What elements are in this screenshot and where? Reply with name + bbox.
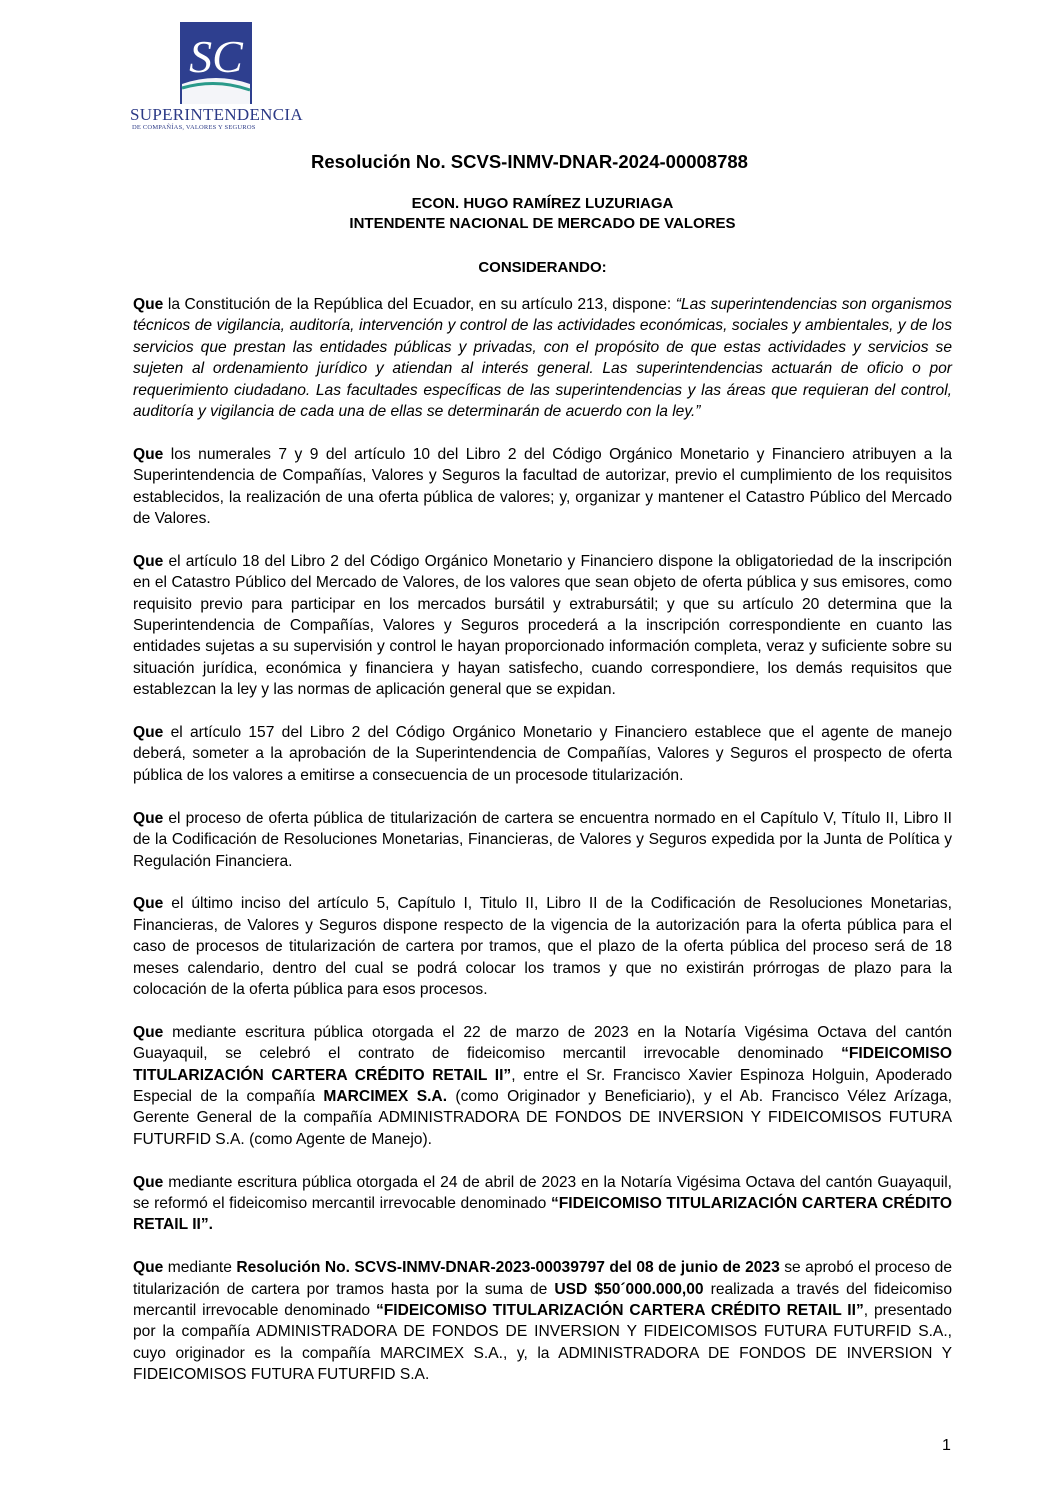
paragraph-5 <box>133 808 952 872</box>
logo-subtitle: DE COMPAÑÍAS, VALORES Y SEGUROS <box>132 124 256 131</box>
paragraph-text: , entre el Sr. Francisco Xavier Espinoza Holguin, Apoderado Especial de la compañía <box>133 1066 952 1105</box>
sc-monogram-icon <box>180 22 252 104</box>
que-label: Que <box>133 1173 164 1191</box>
company-name: MARCIMEX S.A. <box>323 1087 448 1105</box>
paragraph-7 <box>133 1022 952 1150</box>
paragraph-text: los numerales 7 y 9 del artículo 10 del Libro 2 del Código Orgánico Monetario y Financiero atribuyen a la Superintendencia de Compañías, Valores y Seguros la facultad de autorizar, previo el cumplimiento de los requisitos establecidos, la realización de una oferta pública de valores; y, organizar y mantener el Catastro Público del Mercado de Valores. <box>133 445 952 528</box>
que-label: Que <box>133 552 164 570</box>
paragraph-text: se aprobó el proceso de titularización de cartera por tramos hasta por la suma de <box>133 1259 952 1298</box>
paragraph-text: el artículo 18 del Libro 2 del Código Orgánico Monetario y Financiero dispone la obligatoriedad de la inscripción en el Catastro Público del Mercado de Valores, de los valores que sean objeto de oferta pública y sus emisores, como requisito previo para participar en los mercados bursátil y extrabursátil; y que su artículo 20 determina que la Superintendencia de Compañías, Valores y Seguros procederá a la inscripción correspondiente en cuanto las entidades sujetas a su supervisión y control le hayan proporcionado información completa, veraz y suficiente sobre su situación jurídica, económica y financiera y hayan satisfecho, cuando correspondiere, los demás requisitos que establezcan la ley y las normas de aplicación general que se expidan. <box>133 552 952 699</box>
que-label: Que <box>133 724 164 742</box>
paragraph-text: mediante <box>163 1259 237 1277</box>
resolution-reference: Resolución No. SCVS-INMV-DNAR-2023-00039797 del 08 de junio de 2023 <box>236 1259 780 1277</box>
paragraph-text: , presentado por la compañía ADMINISTRADORA DE FONDOS DE INVERSION Y FIDEICOMISOS FUTURA FUTURFID S.A., cuyo originador es la compañía MARCIMEX S.A., y, la ADMINISTRADORA DE FONDOS DE INVERSION Y FIDEICOMISOS FUTURA FUTURFID S.A. <box>133 1301 952 1384</box>
resolution-title: Resolución No. SCVS-INMV-DNAR-2024-00008788 <box>311 151 748 172</box>
fideicomiso-name: “FIDEICOMISO TITULARIZACIÓN CARTERA CRÉDITO RETAIL II”. <box>133 1194 952 1234</box>
paragraph-6 <box>133 893 952 1000</box>
paragraph-9 <box>133 1257 952 1385</box>
paragraph-3 <box>133 551 952 701</box>
paragraph-text: el último inciso del artículo 5, Capítulo I, Titulo II, Libro II de la Codificación de Resoluciones Monetarias, Financieras, de Valores y Seguros dispone respecto de la vigencia de la autorización para la oferta pública para el caso de procesos de titularización de cartera por tramos, que el plazo de la oferta pública del proceso será de 18 meses calendario, dentro del cual se podrá colocar los tramos y que no existirán prórrogas de plazo para la colocación de la oferta pública para esos procesos. <box>133 895 952 998</box>
logo-initials: SC <box>189 31 243 82</box>
paragraph-text: el proceso de oferta pública de titularización de cartera se encuentra normado en el Capítulo V, Título II, Libro II de la Codificación de Resoluciones Monetarias, Financieras, de Valores y Seguros expedida por la Junta de Política y Regulación Financiera. <box>133 809 952 870</box>
paragraph-text: mediante escritura pública otorgada el 24 de abril de 2023 en la Notaría Vigésima Octava del cantón Guayaquil, se reformó el fideicomiso mercantil irrevocable denominado <box>133 1173 952 1212</box>
paragraph-1 <box>133 294 952 422</box>
official-role: INTENDENTE NACIONAL DE MERCADO DE VALORES <box>349 215 736 232</box>
paragraph-8 <box>133 1172 952 1236</box>
paragraph-2 <box>133 444 952 530</box>
constitution-quote: “Las superintendencias son organismos técnicos de vigilancia, auditoría, intervención y control de las actividades económicas, sociales y ambientales, y de los servicios que prestan las entidades públicas y privadas, con el propósito de que estas actividades y servicios se sujeten al ordenamiento jurídico y atiendan al interés general. Las superintendencias actuarán de oficio o por requerimiento ciudadano. Las facultades específicas de las superintendencias y las áreas que requieran del control, auditoría y vigilancia de cada una de ellas se determinarán de acuerdo con la ley.” <box>133 296 952 421</box>
fideicomiso-name: “FIDEICOMISO TITULARIZACIÓN CARTERA CRÉDITO RETAIL II” <box>133 1045 952 1084</box>
official-name: ECON. HUGO RAMÍREZ LUZURIAGA <box>411 195 674 212</box>
que-label: Que <box>133 809 164 827</box>
logo-name: SUPERINTENDENCIA <box>130 105 303 124</box>
paragraph-text: realizada a través del fideicomiso mercantil irrevocable denominado <box>133 1280 953 1319</box>
fideicomiso-name: “FIDEICOMISO TITULARIZACIÓN CARTERA CRÉDITO RETAIL II” <box>375 1301 864 1319</box>
superintendencia-logo <box>130 22 305 134</box>
page-number: 1 <box>942 1437 951 1454</box>
paragraph-text: mediante escritura pública otorgada el 22 de marzo de 2023 en la Notaría Vigésima Octava del cantón Guayaquil, se celebró el contrato de fideicomiso mercantil irrevocable denominado <box>133 1023 952 1063</box>
que-label: Que <box>133 1259 164 1277</box>
considerando-heading: CONSIDERANDO: <box>478 259 607 276</box>
document-body <box>133 294 952 1407</box>
que-label: Que <box>133 895 164 913</box>
logo-emblem <box>180 22 252 104</box>
paragraph-text: la Constitución de la República del Ecuador, en su artículo 213, dispone: <box>163 296 676 313</box>
que-label: Que <box>133 1023 164 1041</box>
amount: USD $50´000.000,00 <box>554 1280 704 1298</box>
paragraph-text: (como Originador y Beneficiario), y el Ab. Francisco Vélez Arízaga, Gerente General de la compañía ADMINISTRADORA DE FONDOS DE INVERSION Y FIDEICOMISOS FUTURA FUTURFID S.A. (como Agente de Manejo). <box>133 1087 953 1148</box>
que-label: Que <box>133 445 164 463</box>
paragraph-text: el artículo 157 del Libro 2 del Código Orgánico Monetario y Financiero establece que el agente de manejo deberá, someter a la aprobación de la Superintendencia de Compañías, Valores y Seguros el prospecto de oferta pública de los valores a emitirse a consecuencia de un procesode titularización. <box>133 724 952 784</box>
paragraph-4 <box>133 722 952 786</box>
que-label: Que <box>133 296 164 313</box>
